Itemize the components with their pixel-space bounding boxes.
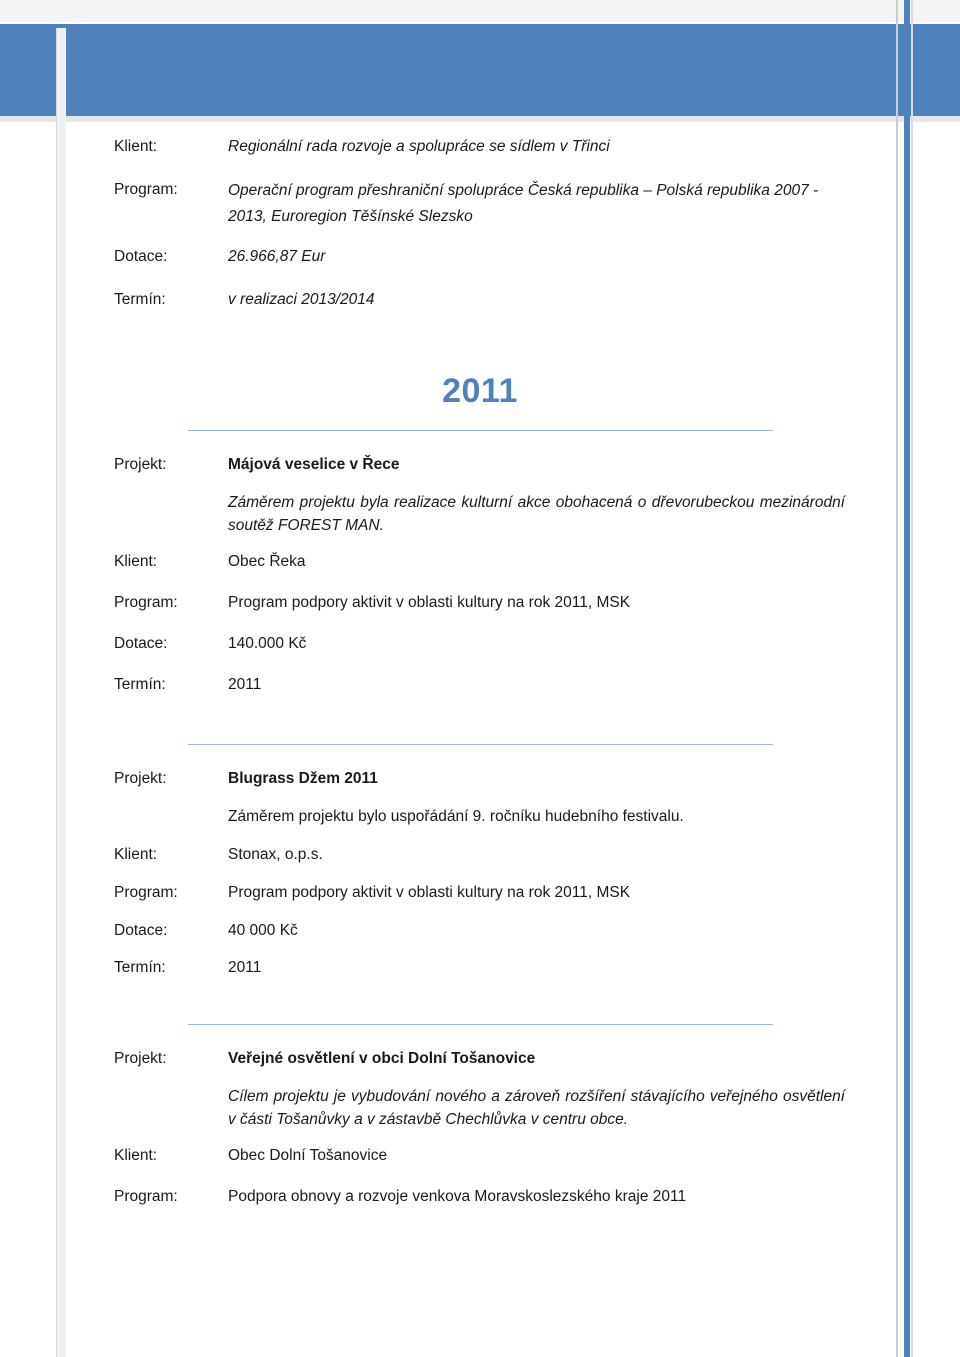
client-value: Obec Dolní Tošanovice <box>228 1147 388 1164</box>
program-label: Program: <box>114 884 178 901</box>
program-value: Operační program přeshraniční spolupráce Česká republika – Polská republika 2007 - 2013, Euroregion Těšínské Slezsko <box>228 182 819 225</box>
project-description: Cílem projektu je vybudování nového a zároveň rozšíření stávajícího veřejného osvětlení v části Tošanůvky a v zástavbě Chechlůvka v centru obce. <box>228 1088 845 1128</box>
program-label: Program: <box>114 594 178 611</box>
program-label: Program: <box>114 1188 178 1205</box>
term-value: 2011 <box>228 959 262 976</box>
client-value: Stonax, o.p.s. <box>228 846 323 863</box>
project-label: Projekt: <box>114 1050 167 1067</box>
term-value: v realizaci 2013/2014 <box>228 291 375 308</box>
right-margin-line-outer <box>911 0 913 1357</box>
section-rule <box>188 430 773 431</box>
project-title: Veřejné osvětlení v obci Dolní Tošanovice <box>228 1050 536 1067</box>
left-margin-bar <box>56 28 66 1357</box>
client-label: Klient: <box>114 553 158 570</box>
project-title: Májová veselice v Řece <box>228 456 400 473</box>
right-margin-blue-bar <box>904 0 910 1357</box>
client-label: Klient: <box>114 138 158 155</box>
program-label: Program: <box>114 181 178 198</box>
project-title: Blugrass Džem 2011 <box>228 770 378 787</box>
right-margin-line <box>896 0 898 1357</box>
client-value: Regionální rada rozvoje a spolupráce se sídlem v Třinci <box>228 138 610 155</box>
term-label: Termín: <box>114 676 166 693</box>
grant-label: Dotace: <box>114 635 168 652</box>
client-value: Obec Řeka <box>228 553 306 570</box>
grant-label: Dotace: <box>114 248 168 265</box>
header-top-strip <box>0 0 960 22</box>
page-header-band <box>0 0 960 125</box>
grant-value: 40 000 Kč <box>228 922 298 939</box>
grant-value: 140.000 Kč <box>228 635 307 652</box>
header-blue-bar <box>0 24 960 116</box>
term-label: Termín: <box>114 959 166 976</box>
project-label: Projekt: <box>114 456 167 473</box>
project-label: Projekt: <box>114 770 167 787</box>
program-value: Program podpory aktivit v oblasti kultury na rok 2011, MSK <box>228 884 631 901</box>
client-label: Klient: <box>114 1147 158 1164</box>
grant-value: 26.966,87 Eur <box>228 248 326 265</box>
client-label: Klient: <box>114 846 158 863</box>
program-value: Podpora obnovy a rozvoje venkova Moravskoslezského kraje 2011 <box>228 1188 687 1205</box>
section-rule <box>188 1024 773 1025</box>
year-heading: 2011 <box>442 372 518 410</box>
project-description: Záměrem projektu bylo uspořádání 9. ročníku hudebního festivalu. <box>228 808 684 825</box>
grant-label: Dotace: <box>114 922 168 939</box>
term-value: 2011 <box>228 676 262 693</box>
term-label: Termín: <box>114 291 166 308</box>
header-shadow-strip <box>0 116 960 122</box>
top-program-row <box>114 178 849 228</box>
program-value: Program podpory aktivit v oblasti kultury na rok 2011, MSK <box>228 594 631 611</box>
section-rule <box>188 744 773 745</box>
project-description: Záměrem projektu byla realizace kulturní akce obohacená o dřevorubeckou mezinárodní soutěž FOREST MAN. <box>228 494 845 534</box>
